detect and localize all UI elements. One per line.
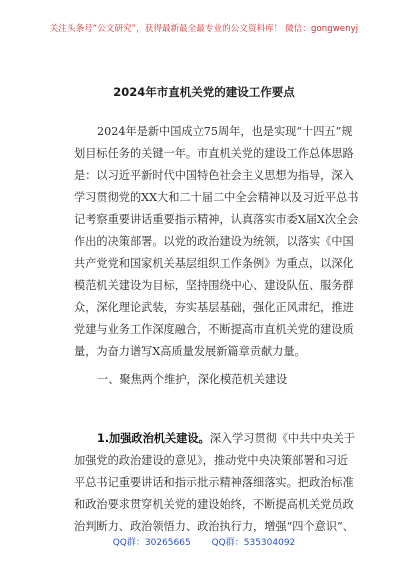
text-line: 2024年是新中国成立75周年，也是实现“十四五”规	[97, 125, 353, 138]
footer	[0, 535, 408, 548]
text-line: 是：以习近平新时代中国特色社会主义思想为指导，深入	[74, 169, 354, 182]
text-line: 治判断力、政治领悟力、政治执行力，增强“四个意识”、	[74, 520, 354, 533]
text-line: 模范机关建设为目标，坚持围绕中心、建设队伍、服务群	[74, 279, 354, 292]
item-lead-rest: 深入学习贯彻《中共中央关于	[209, 432, 356, 445]
section-heading: 一、聚焦两个维护，深化模范机关建设	[97, 373, 288, 386]
text-line: 加强党的政治建设的意见》，推动党中央决策部署和习近	[74, 454, 349, 467]
intro-paragraph	[74, 121, 359, 363]
text-line: 共产党党和国家机关基层组织工作条例》为重点，以深化	[74, 257, 354, 270]
item-lead: 1.加强政治机关建设。	[97, 432, 210, 445]
text-line: 平总书记重要讲话和指示批示精神落细落实。把政治标准	[74, 476, 354, 489]
text-line: 记考察重要讲话重要指示精神，认真落实市委X届X次全会	[74, 213, 359, 226]
promo-banner: 关注头条号“公文研究”，获得最新最全最专业的公文资料库！ 微信：gongwenyj	[49, 24, 359, 34]
text-line: 学习贯彻党的XX大和二十届二中全会精神以及习近平总书	[74, 191, 359, 204]
document-title: 2024年市直机关党的建设工作要点	[113, 85, 295, 99]
item-paragraph	[74, 428, 354, 538]
text-line: 量，为奋力谱写X高质量发展新篇章贡献力量。	[74, 345, 306, 358]
footer-qq-2: QQ群：535304092	[211, 538, 296, 548]
text-line: 和政治要求贯穿机关党的建设始终，不断提高机关党员政	[74, 498, 354, 511]
text-line: 众，深化理论武装，夯实基层基础，强化正风肃纪，推进	[74, 301, 354, 314]
footer-qq-1: QQ群：30265665	[112, 538, 191, 548]
text-line: 划目标任务的关键一年。市直机关党的建设工作总体思路	[74, 147, 354, 160]
text-line	[74, 428, 354, 450]
text-line: 作出的决策部署。以党的政治建设为统领，以落实《中国	[74, 235, 354, 248]
text-line: 党建与业务工作深度融合，不断提高市直机关党的建设质	[74, 323, 354, 336]
